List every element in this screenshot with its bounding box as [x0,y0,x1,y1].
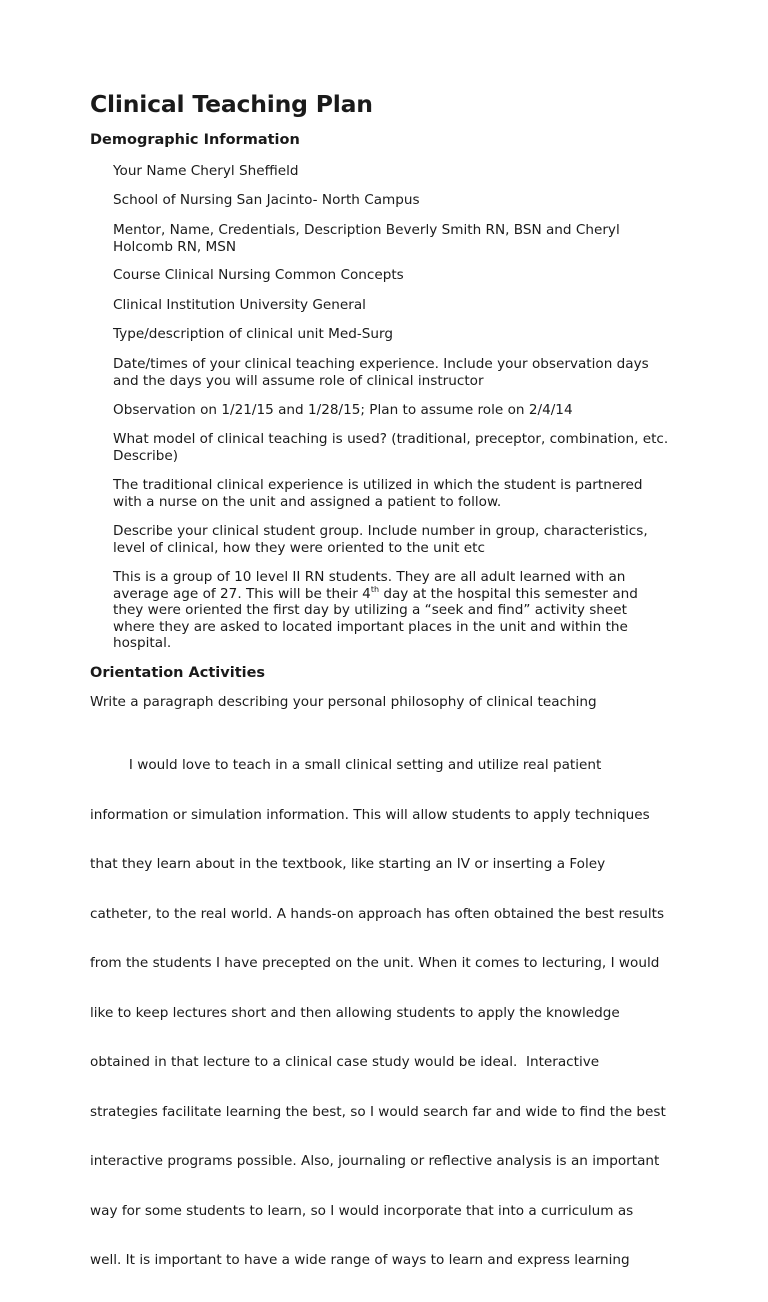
mentor-line: Holcomb RN, MSN [113,238,237,255]
document-title: Clinical Teaching Plan [90,90,373,118]
answer-student-group [113,569,638,652]
philosophy-line: I would love to teach in a small clinical setting and utilize real patient [90,757,602,773]
question-line: Describe) [113,447,179,464]
answer-dates: Observation on 1/21/15 and 1/28/15; Plan to assume role on 2/4/14 [113,402,573,418]
philosophy-line: obtained in that lecture to a clinical case study would be ideal. Interactive [90,1054,600,1070]
philosophy-line: catheter, to the real world. A hands-on approach has often obtained the best results [90,905,665,922]
field-clinical-unit: Type/description of clinical unit Med-Surg [113,326,393,342]
answer-line: with a nurse on the unit and assigned a patient to follow. [113,493,502,510]
question-line: Describe your clinical student group. Include number in group, characteristics, [113,523,648,539]
field-course: Course Clinical Nursing Common Concepts [113,267,404,283]
field-your-name: Your Name Cheryl Sheffield [113,163,299,179]
prompt-philosophy: Write a paragraph describing your personal philosophy of clinical teaching [90,694,597,710]
question-teaching-model [113,431,668,464]
heading-orientation-activities: Orientation Activities [90,665,266,681]
answer-line: The traditional clinical experience is utilized in which the student is partnered [113,477,643,493]
question-line: What model of clinical teaching is used? (traditional, preceptor, combination, etc. [113,431,669,447]
question-student-group [113,523,648,556]
philosophy-line: interactive programs possible. Also, journaling or reflective analysis is an important [90,1153,660,1169]
question-line: and the days you will assume role of clinical instructor [113,372,484,389]
philosophy-line: that they learn about in the textbook, like starting an IV or inserting a Foley [90,856,606,872]
field-clinical-institution: Clinical Institution University General [113,297,366,313]
question-line: level of clinical, how they were oriented to the unit etc [113,539,485,556]
field-mentor [113,222,620,255]
question-dates [113,356,649,389]
paragraph-philosophy [90,724,666,1302]
philosophy-line: strategies facilitate learning the best, so I would search far and wide to find the best [90,1103,666,1120]
mentor-line: Mentor, Name, Credentials, Description Beverly Smith RN, BSN and Cheryl [113,222,620,238]
answer-line: hospital. [113,635,172,651]
answer-teaching-model [113,477,643,510]
answer-line [113,586,638,603]
ordinal-suffix: th [370,584,380,594]
philosophy-line: information or simulation information. This will allow students to apply techniques [90,806,650,823]
answer-line: This is a group of 10 level II RN students. They are all adult learned with an [113,569,626,585]
philosophy-line: like to keep lectures short and then allowing students to apply the knowledge [90,1004,620,1021]
answer-text: average age of 27. This will be their 4 [113,585,371,602]
philosophy-line: well. It is important to have a wide range of ways to learn and express learning [90,1252,630,1268]
answer-text: day at the hospital this semester and [379,585,638,602]
answer-line: they were oriented the first day by utilizing a “seek and find” activity sheet [113,602,627,618]
heading-demographic-information: Demographic Information [90,132,300,148]
philosophy-line: from the students I have precepted on the unit. When it comes to lecturing, I would [90,955,660,971]
answer-line: where they are asked to located important places in the unit and within the [113,618,628,635]
question-line: Date/times of your clinical teaching experience. Include your observation days [113,356,649,372]
field-school: School of Nursing San Jacinto- North Campus [113,192,420,208]
philosophy-line: way for some students to learn, so I would incorporate that into a curriculum as [90,1202,634,1219]
